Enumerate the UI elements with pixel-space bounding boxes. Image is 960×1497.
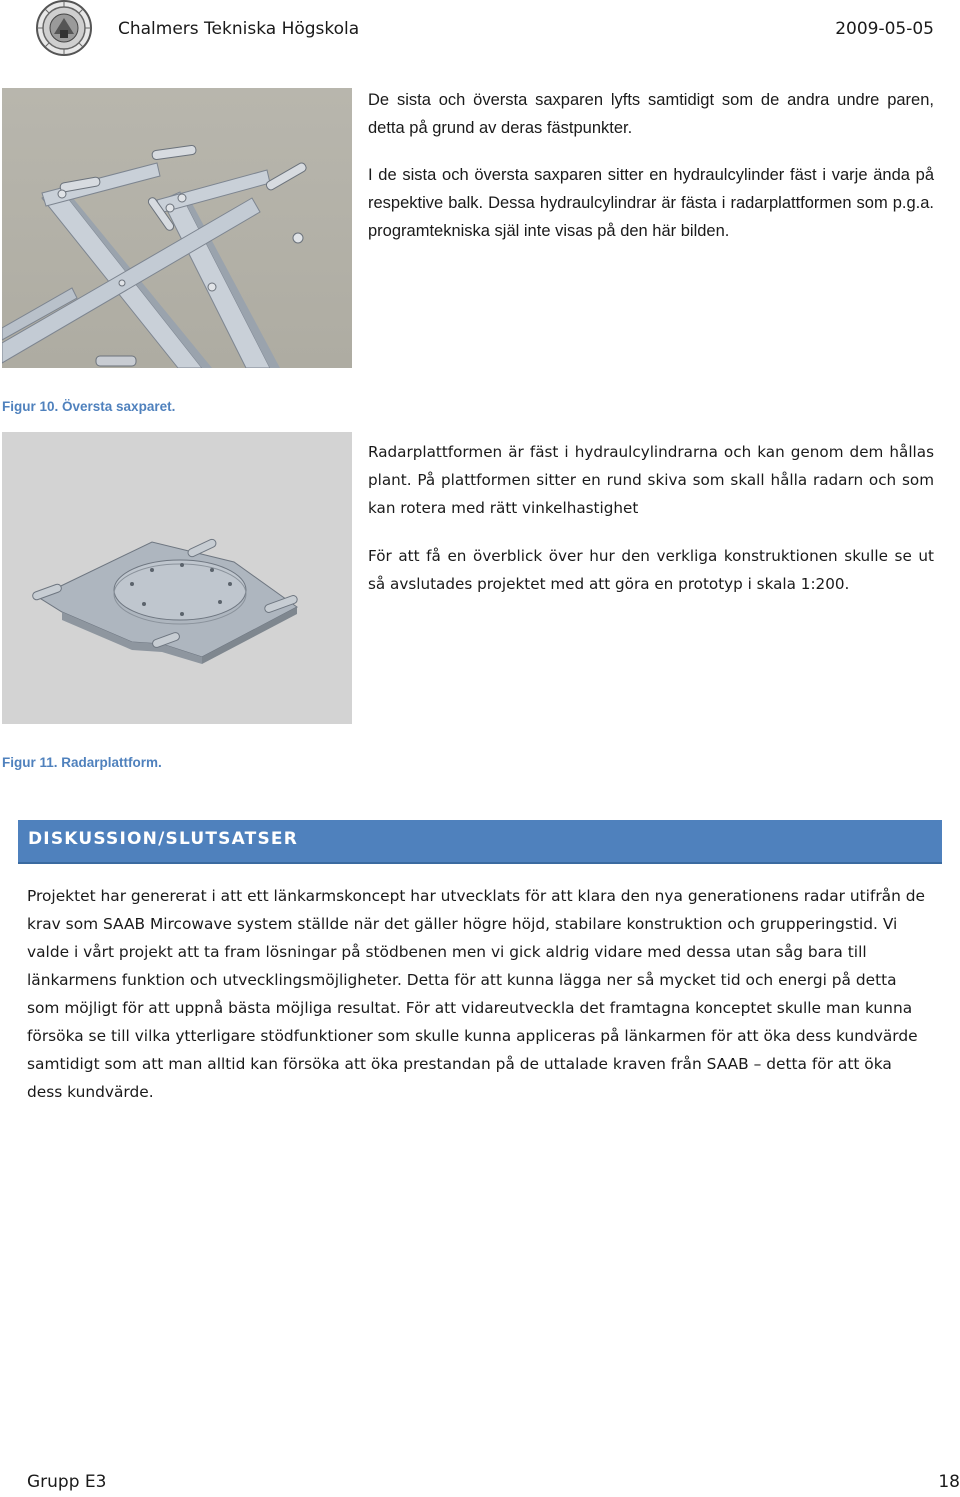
paragraph-prototype: För att få en överblick över hur den verkliga konstruktionen skulle se ut så avslutades projektet med att göra en prototyp i skala 1:200.: [368, 547, 934, 593]
paragraph-radar-platform: Radarplattformen är fäst i hydraulcylindrarna och kan genom dem hållas plant. På plattformen sitter en rund skiva som skall hålla radarn och som kan rotera med rätt vinkelhastighet: [368, 443, 934, 517]
figure-10-caption: Figur 10. Översta saxparet.: [2, 399, 176, 414]
figure-radar-platform-image: [2, 432, 352, 724]
paragraph-hydraulic-cylinders: I de sista och översta saxparen sitter en hydraulcylinder fäst i varje ända på respektive balk. Dessa hydraulcylindrar är fästa i radarplattformen som p.g.a. programtekniska själ inte visas på den här bilden.: [368, 166, 934, 240]
section-heading-bar: [18, 820, 942, 864]
figure-scissor-arms-image: [2, 88, 352, 368]
header-school-name: Chalmers Tekniska Högskola: [118, 19, 360, 39]
footer-page-number: 18: [938, 1472, 960, 1492]
figure-11-caption: Figur 11. Radarplattform.: [2, 755, 162, 770]
footer-group: Grupp E3: [27, 1472, 107, 1492]
section-heading: DISKUSSION/SLUTSATSER: [28, 829, 298, 849]
header-date: 2009-05-05: [835, 19, 934, 39]
paragraph-top-scissors: De sista och översta saxparen lyfts samtidigt som de andra undre paren, detta på grund av deras fästpunkter.: [368, 91, 934, 137]
chalmers-seal-icon: [32, 0, 96, 56]
section-body-text: Projektet har genererat i att ett länkarmskoncept har utvecklats för att klara den nya generationens radar utifrån de krav som SAAB Mircowave system ställde när det gäller högre höjd, stabilare konstruktion och grupperingstid. Vi valde i vårt projekt att ta fram lösningar på stödbenen men vi gick aldrig vidare med dessa utan såg bara till länkarmens funktion och utvecklingsmöjligheter. Detta för att kunna lägga ner så mycket tid och energi på detta som möjligt för att uppnå bästa möjliga resultat. För att vidareutveckla det framtagna konceptet skulle man kunna försöka se till vilka ytterligare stödfunktioner som skulle kunna appliceras på länkarmen för att öka dess kundvärde samtidigt som att man alltid kan försöka att öka prestandan på de uttalade kraven från SAAB – detta för att öka dess kundvärde.: [27, 887, 925, 1101]
